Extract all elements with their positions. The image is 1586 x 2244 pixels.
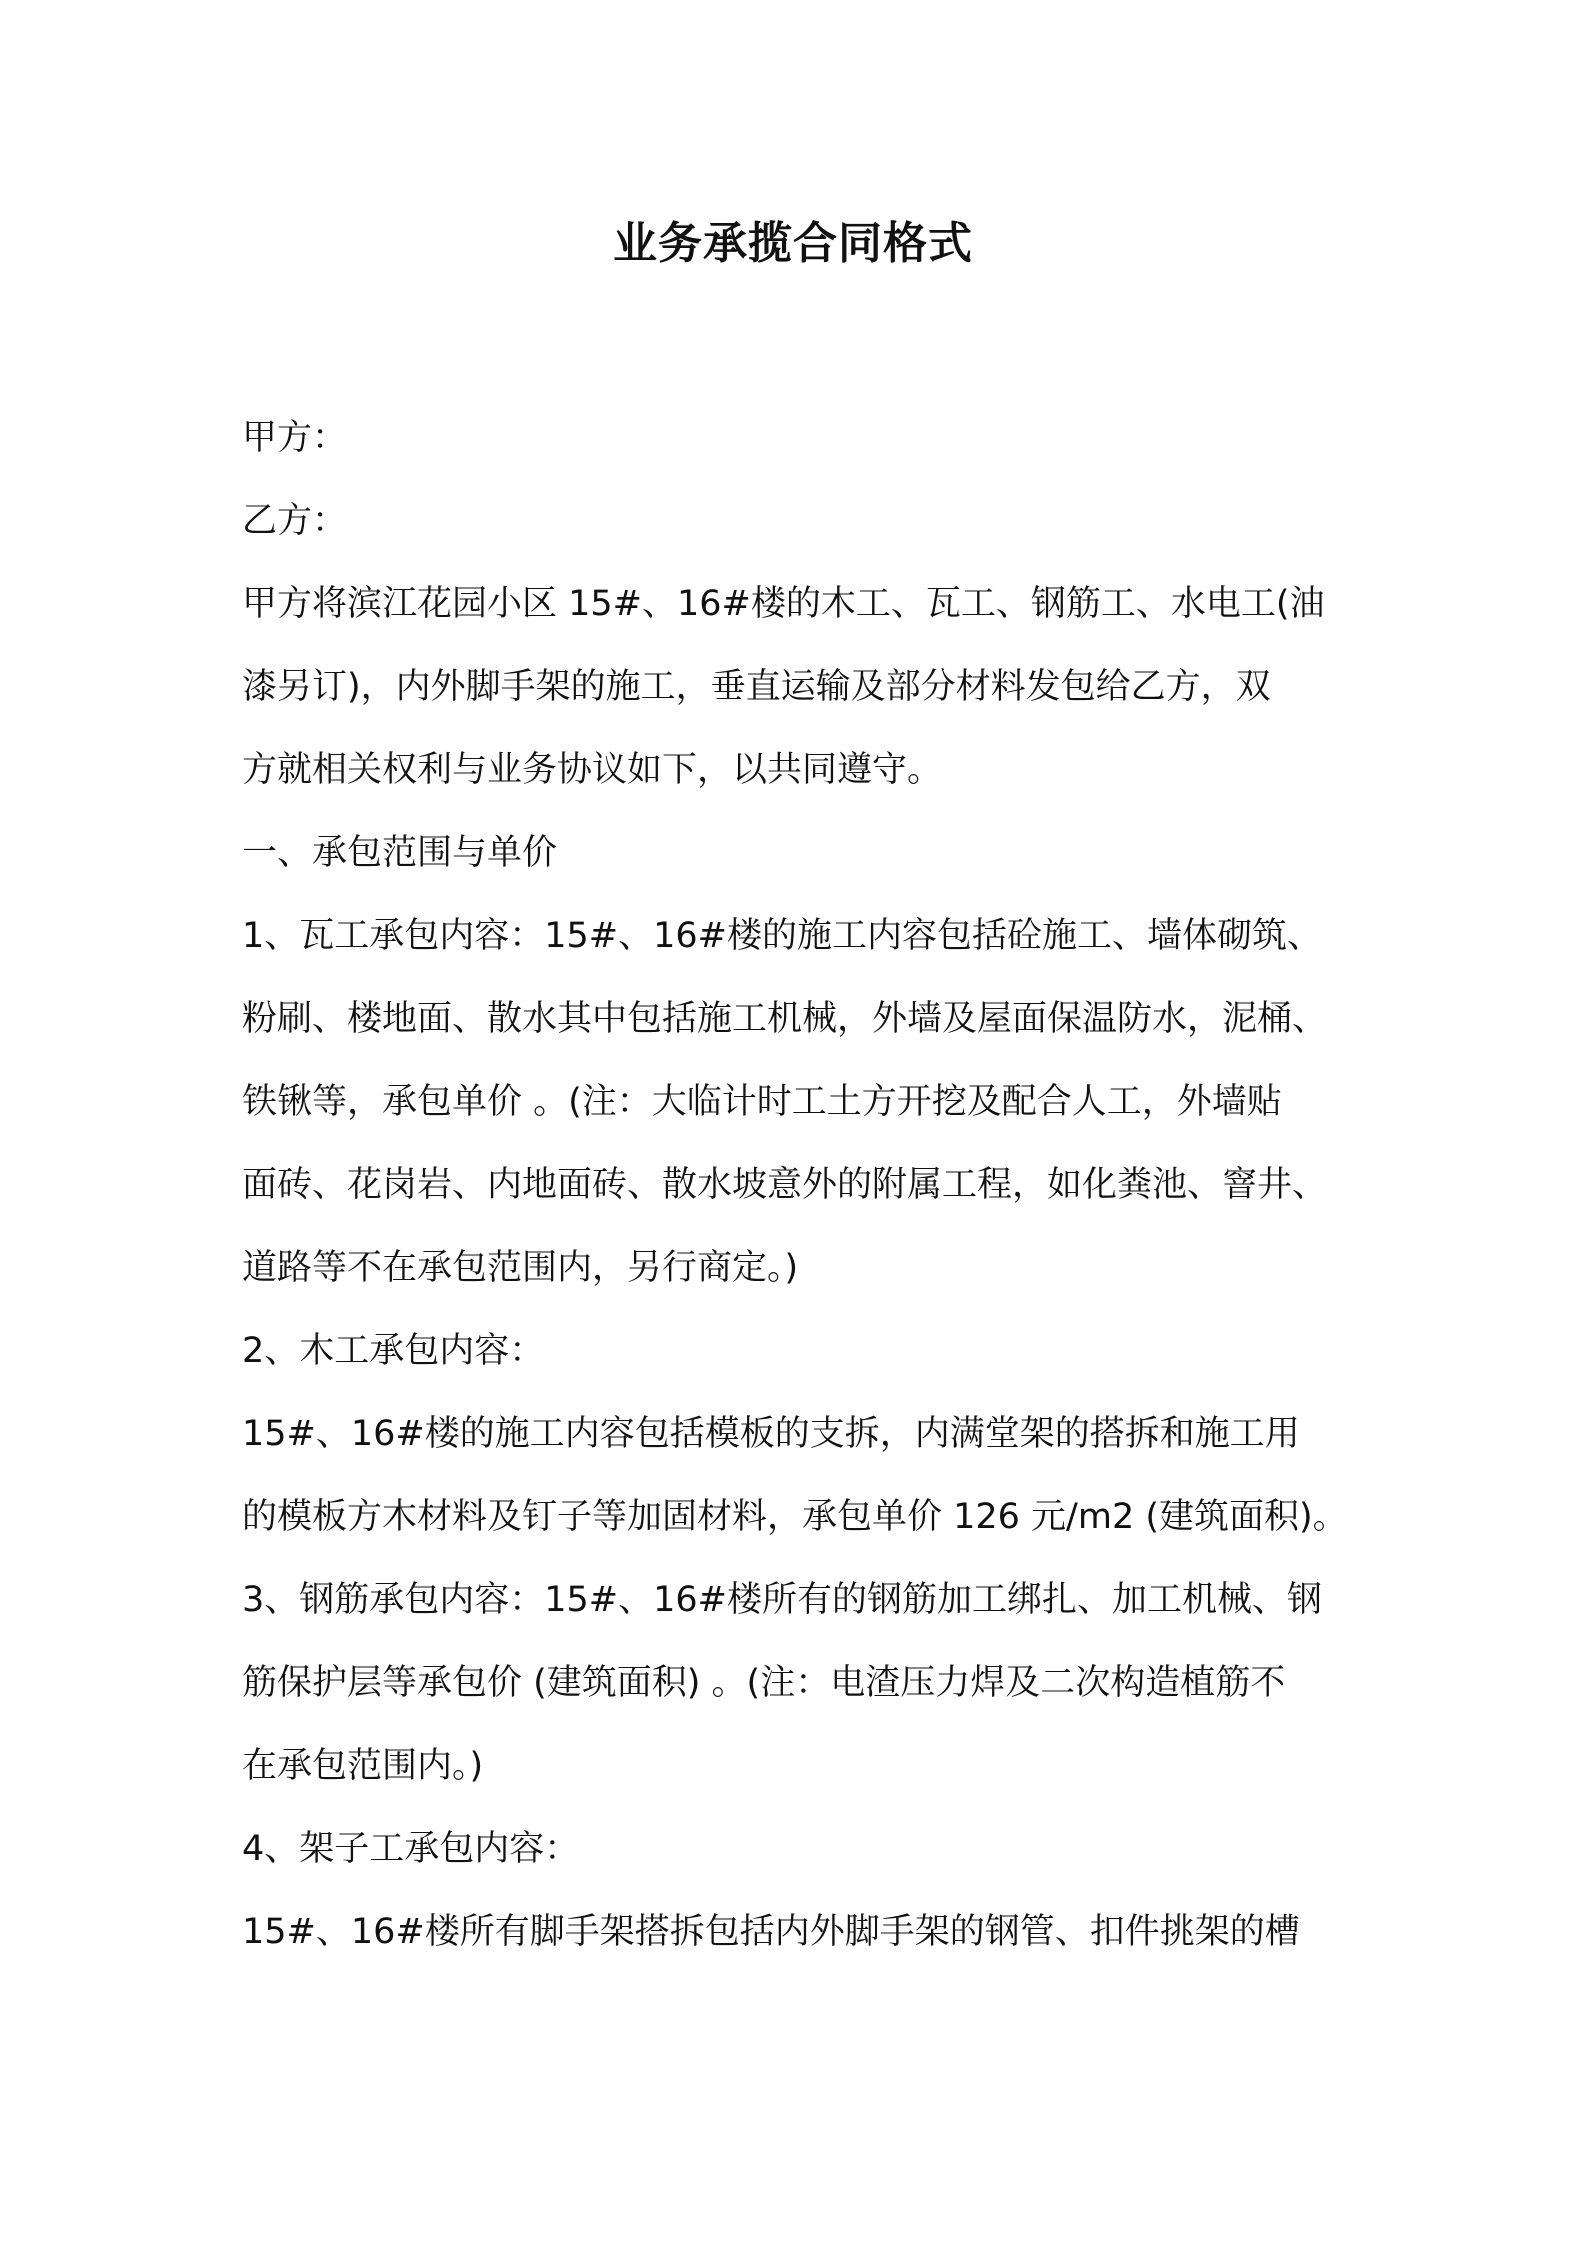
intro-line: 方就相关权利与业务协议如下，以共同遵守。 [242, 750, 943, 790]
intro-line: 甲方将滨江花园小区 15#、16#楼的木工、瓦工、钢筋工、水电工(油 [242, 584, 1325, 624]
clause-line: 3、钢筋承包内容：15#、16#楼所有的钢筋加工绑扎、加工机械、钢 [242, 1580, 1322, 1620]
clause-line: 2、木工承包内容： [242, 1331, 545, 1371]
clause-line: 面砖、花岗岩、内地面砖、散水坡意外的附属工程，如化粪池、窨井、 [242, 1165, 1328, 1205]
clause-line: 在承包范围内。) [242, 1746, 484, 1786]
clause-line: 15#、16#楼的施工内容包括模板的支拆，内满堂架的搭拆和施工用 [242, 1414, 1300, 1454]
clause-line: 筋保护层等承包价 (建筑面积) 。(注：电渣压力焊及二次构造植筋不 [242, 1663, 1286, 1703]
document-body [242, 408, 1372, 1985]
intro-line: 漆另订)，内外脚手架的施工，垂直运输及部分材料发包给乙方，双 [242, 667, 1271, 707]
clause-line: 15#、16#楼所有脚手架搭拆包括内外脚手架的钢管、扣件挑架的槽 [242, 1912, 1300, 1952]
clause-line: 粉刷、楼地面、散水其中包括施工机械，外墙及屋面保温防水，泥桶、 [242, 999, 1328, 1039]
party-b-line: 乙方： [242, 501, 348, 541]
section-heading: 一、承包范围与单价 [242, 833, 558, 873]
clause-line: 铁锹等，承包单价 。(注：大临计时工土方开挖及配合人工，外墙贴 [242, 1082, 1282, 1122]
clause-line: 4、架子工承包内容： [242, 1829, 580, 1869]
document-title: 业务承揽合同格式 [613, 218, 973, 269]
clause-line: 的模板方木材料及钉子等加固材料，承包单价 126 元/m2 (建筑面积)。 [242, 1497, 1348, 1537]
party-a-line: 甲方： [242, 418, 348, 458]
clause-line: 1、瓦工承包内容：15#、16#楼的施工内容包括砼施工、墙体砌筑、 [242, 916, 1322, 956]
clause-line: 道路等不在承包范围内，另行商定。) [242, 1248, 799, 1288]
